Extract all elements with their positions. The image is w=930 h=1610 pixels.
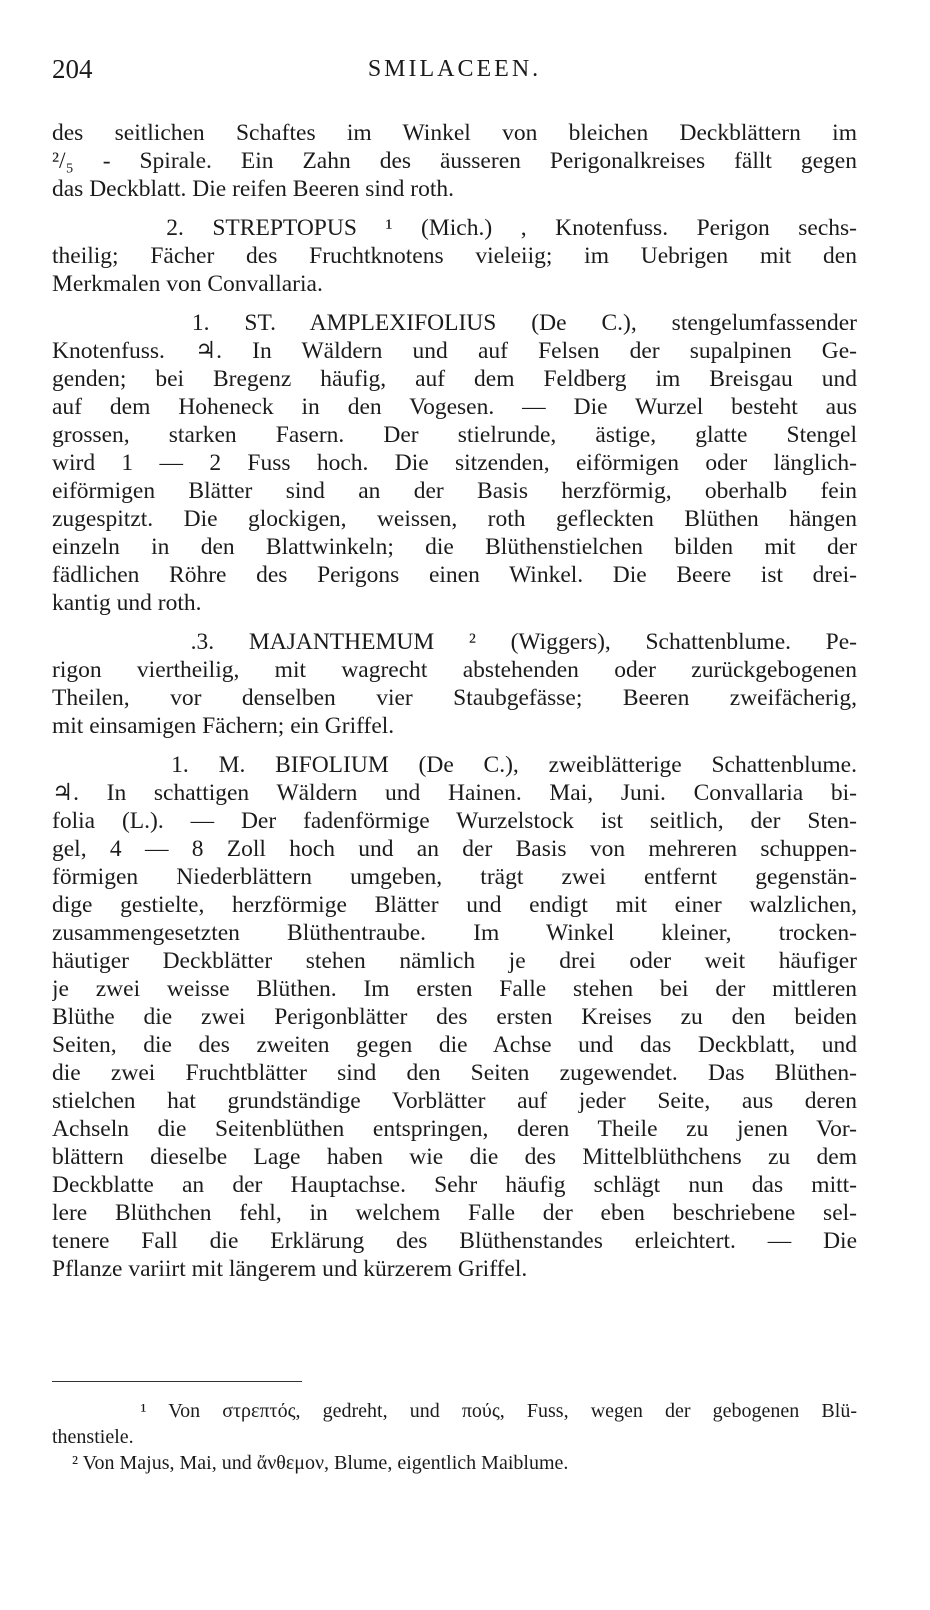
text-line: Deckblatte an der Hauptachse. Sehr häufig schlägt nun das mitt-: [52, 1172, 857, 1198]
text-line: zugespitzt. Die glockigen, weissen, roth gefleckten Blüthen hängen: [52, 506, 857, 532]
text-line: fädlichen Röhre des Perigons einen Winkel. Die Beere ist drei-: [52, 562, 857, 588]
text-line: je zwei weisse Blüthen. Im ersten Falle stehen bei der mittleren: [52, 976, 857, 1002]
text-line: theilig; Fächer des Fruchtknotens vieleiig; im Uebrigen mit den: [52, 243, 857, 269]
paragraph-streptopus-genus: [52, 214, 857, 298]
text-line: ♃. In schattigen Wäldern und Hainen. Mai, Juni. Convallaria bi-: [52, 780, 857, 806]
body-text: [52, 119, 857, 1283]
text-line: mit einsamigen Fächern; ein Griffel.: [52, 713, 395, 739]
text-line: blättern dieselbe Lage haben wie die des Mittelblüthchens zu dem: [52, 1144, 857, 1170]
text-line: 1. M. BIFOLIUM (De C.), zweiblätterige Schattenblume.: [52, 752, 857, 778]
footnote-line: thenstiele.: [52, 1426, 134, 1448]
footnote-line: ¹ Von στρεπτός, gedreht, und πούς, Fuss, wegen der gebogenen Blü-: [52, 1400, 857, 1422]
page-header: [52, 54, 857, 98]
text-line: das Deckblatt. Die reifen Beeren sind roth.: [52, 176, 454, 202]
footnote-1: [52, 1398, 857, 1450]
page-number: 204: [52, 54, 93, 84]
text-line: zusammengesetzten Blüthentraube. Im Winkel kleiner, trocken-: [52, 920, 857, 946]
text-line: 1. ST. AMPLEXIFOLIUS (De C.), stengelumfassender: [52, 310, 857, 336]
text-line: Pflanze variirt mit längerem und kürzerem Griffel.: [52, 1256, 528, 1282]
paragraph-m-bifolium: [52, 751, 857, 1283]
text-line: wird 1 — 2 Fuss hoch. Die sitzenden, eiförmigen oder länglich-: [52, 450, 857, 476]
text-line: einzeln in den Blattwinkeln; die Blüthenstielchen bilden mit der: [52, 534, 857, 560]
text-line: stielchen hat grundständige Vorblätter auf jeder Seite, aus deren: [52, 1088, 857, 1114]
text-line: eiförmigen Blätter sind an der Basis herzförmig, oberhalb fein: [52, 478, 857, 504]
text-line: Blüthe die zwei Perigonblätter des ersten Kreises zu den beiden: [52, 1004, 857, 1030]
text-line: genden; bei Bregenz häufig, auf dem Feldberg im Breisgau und: [52, 366, 857, 392]
text-line: auf dem Hoheneck in den Vogesen. — Die Wurzel besteht aus: [52, 394, 857, 420]
text-line: dige gestielte, herzförmige Blätter und endigt mit einer walzlichen,: [52, 892, 857, 918]
text-line: grossen, starken Fasern. Der stielrunde, ästige, glatte Stengel: [52, 422, 857, 448]
footnote-2: [52, 1450, 857, 1476]
text-line: Merkmalen von Convallaria.: [52, 271, 323, 297]
text-line: ²/₅ - Spirale. Ein Zahn des äusseren Perigonalkreises fällt gegen: [52, 148, 857, 174]
text-line: des seitlichen Schaftes im Winkel von bleichen Deckblättern im: [52, 120, 857, 146]
running-head: SMILACEEN.: [367, 56, 542, 82]
text-line: förmigen Niederblättern umgeben, trägt zwei entfernt gegenstän-: [52, 864, 857, 890]
text-line: folia (L.). — Der fadenförmige Wurzelstock ist seitlich, der Sten-: [52, 808, 857, 834]
text-line: die zwei Fruchtblätter sind den Seiten zugewendet. Das Blüthen-: [52, 1060, 857, 1086]
paragraph-st-amplexifolius: [52, 309, 857, 617]
text-line: .3. MAJANTHEMUM ² (Wiggers), Schattenblume. Pe-: [52, 629, 857, 655]
paragraph-majanthemum-genus: [52, 628, 857, 740]
text-line: Knotenfuss. ♃. In Wäldern und auf Felsen der supalpinen Ge-: [52, 338, 857, 364]
text-line: Seiten, die des zweiten gegen die Achse und das Deckblatt, und: [52, 1032, 857, 1058]
text-line: tenere Fall die Erklärung des Blüthenstandes erleichtert. — Die: [52, 1228, 857, 1254]
text-line: Theilen, vor denselben vier Staubgefässe; Beeren zweifächerig,: [52, 685, 857, 711]
text-line: rigon viertheilig, mit wagrecht abstehenden oder zurückgebogenen: [52, 657, 857, 683]
footnotes: [52, 1398, 857, 1476]
text-line: gel, 4 — 8 Zoll hoch und an der Basis von mehreren schuppen-: [52, 836, 857, 862]
text-line: 2. STREPTOPUS ¹ (Mich.) , Knotenfuss. Perigon sechs-: [52, 215, 857, 241]
footnote-line: ² Von Majus, Mai, und ἄνθεμον, Blume, eigentlich Maiblume.: [52, 1452, 569, 1474]
text-line: häutiger Deckblätter stehen nämlich je drei oder weit häufiger: [52, 948, 857, 974]
paragraph-continuation: [52, 119, 857, 203]
text-line: Achseln die Seitenblüthen entspringen, deren Theile zu jenen Vor-: [52, 1116, 857, 1142]
text-line: kantig und roth.: [52, 590, 202, 616]
text-line: lere Blüthchen fehl, in welchem Falle der eben beschriebene sel-: [52, 1200, 857, 1226]
footnote-separator: [52, 1381, 302, 1382]
